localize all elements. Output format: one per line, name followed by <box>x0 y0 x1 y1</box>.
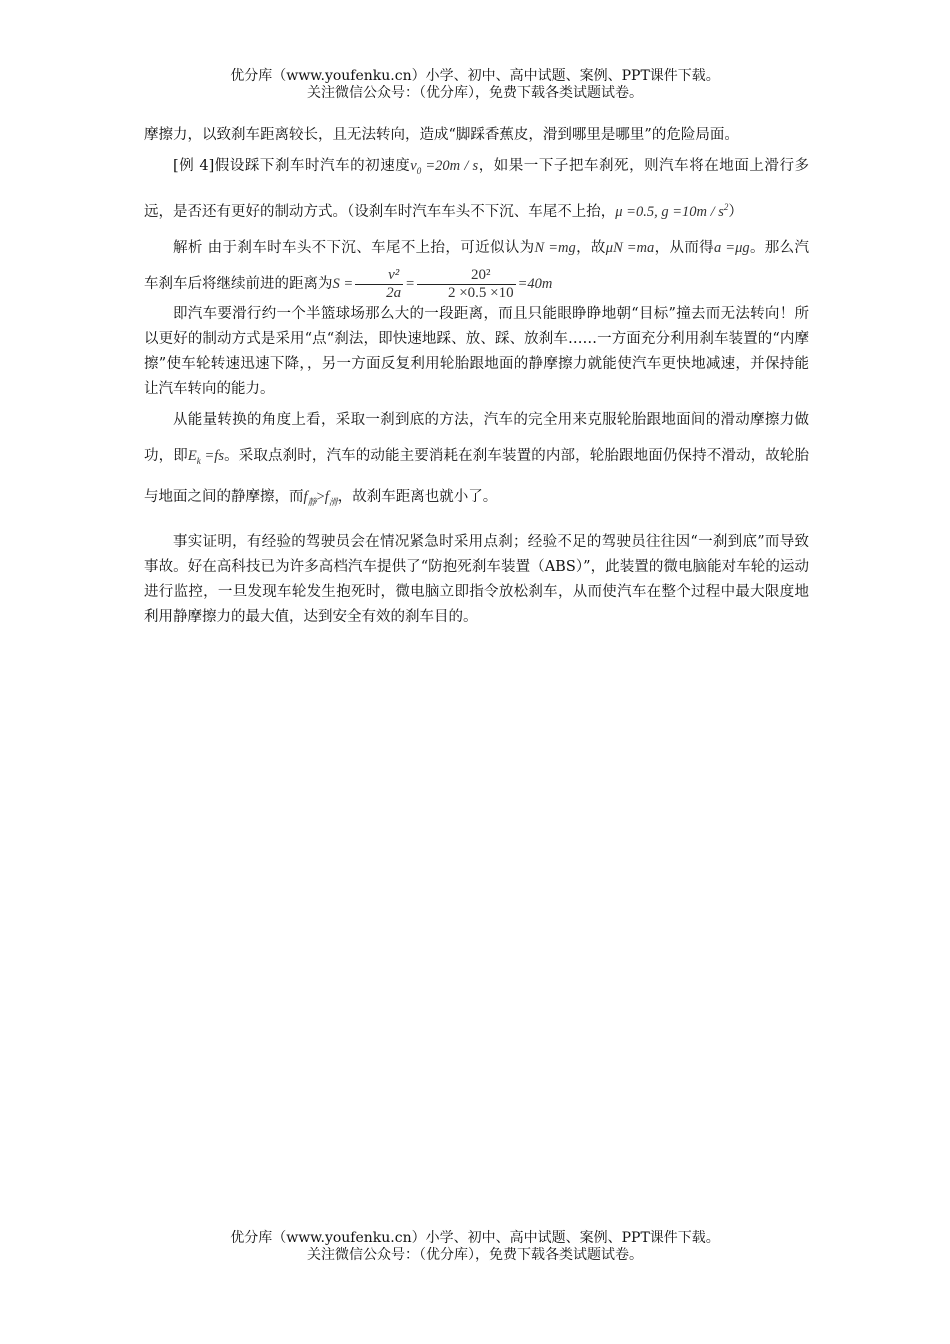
paragraph-continuation: 摩擦力，以致刹车距离较长，且无法转向，造成“脚踩香蕉皮，滑到哪里是哪里”的危险局面。 <box>144 127 739 143</box>
page-header <box>0 68 950 102</box>
paragraph-abs: 事实证明，有经验的驾驶员会在情况紧急时采用点刹；经验不足的驾驶员往往因“一刹到底”而导致事故。好在高科技已为许多高档汽车提供了“防抱死刹车装置（ABS）”，此装置的微电脑能对车轮的运动进行监控，一旦发现车轮发生抱死时，微电脑立即指令放松刹车，从而使汽车在整个过程中最大限度地利用静摩擦力的最大值，达到安全有效的刹车目的。 <box>144 533 809 625</box>
normal-force-formula: N =mg <box>534 239 576 256</box>
fraction-numeric: $\frac{\text{20²}}{2 \times 0.5 \times 10}$ <box>417 267 516 302</box>
page-footer <box>0 1230 950 1264</box>
acceleration-formula: a =μg <box>714 239 750 256</box>
fraction-v-squared: $\frac{\text{v²}}{2a}$ <box>355 267 403 302</box>
paragraph-energy: 从能量转换的角度上看，采取一刹到底的方法，汽车的完全用来克服轮胎跟地面间的滑动摩擦力做功，即$E_k =fs$。采取点刹时，汽车的动能主要消耗在刹车装置的内部，轮胎跟地面仍保持不滑动，故轮胎与地面之间的静摩擦，而$f_静>f_滑$，故刹车距离也就小了。 <box>144 411 810 507</box>
footer-line-1: 优分库（www.youfenku.cn）小学、初中、高中试题、案例、PPT课件下载。 <box>230 1230 720 1246</box>
footer-line-2: 关注微信公众号：（优分库），免费下载各类试题试卷。 <box>307 1247 643 1263</box>
friction-comparison-formula: $f_静>f_滑$ <box>303 488 338 507</box>
paragraph-example-4: [例 4]假设踩下刹车时汽车的初速度$v_0 =20m / s$，如果一下子把车刹死，则汽车将在地面上滑行多远，是否还有更好的制动方式。（设刹车时汽车车头不下沉、车尾不上抬，μ =0.5, $g =10m / s^2$） <box>144 158 809 220</box>
distance-formula: S = $\frac{\text{v²}}{2a}$ = $\frac{\text{20²}}{2 \times 0.5 \times 10}$ =40m <box>332 266 553 301</box>
header-line-1: 优分库（www.youfenku.cn）小学、初中、高中试题、案例、PPT课件下载。 <box>230 68 720 84</box>
friction-formula: μN =ma <box>605 239 655 256</box>
header-line-2: 关注微信公众号：（优分库），免费下载各类试题试卷。 <box>307 85 643 101</box>
document-body <box>144 123 809 630</box>
kinetic-energy-formula: $E_k =fs$ <box>187 447 224 466</box>
conditions-formula: μ =0.5, $g =10m / s^2$ <box>615 201 729 220</box>
paragraph-solution: 解析 由于刹车时车头不下沉、车尾不上抬，可近似认为N =mg，故μN =ma，从而得a =μg。那么汽车刹车后将继续前进的距离为S = $\frac{\text{v²}}{2a}$ = $\frac{\text{20²}}{2 \times 0.5 \times 10}$ =40m <box>144 239 810 301</box>
initial-velocity-formula: $v_0 =20m / s$ <box>410 158 479 176</box>
paragraph-point-braking: 即汽车要滑行约一个半篮球场那么大的一段距离，而且只能眼睁睁地朝“目标”撞去而无法转向！所以更好的制动方式是采用“点“刹法，即快速地踩、放、踩、放刹车……一方面充分利用刹车装置的“内摩擦”使车轮转速迅速下降，，另一方面反复利用轮胎跟地面的静摩擦力就能使汽车更快地减速，并保持能让汽车转向的能力。 <box>144 305 809 397</box>
